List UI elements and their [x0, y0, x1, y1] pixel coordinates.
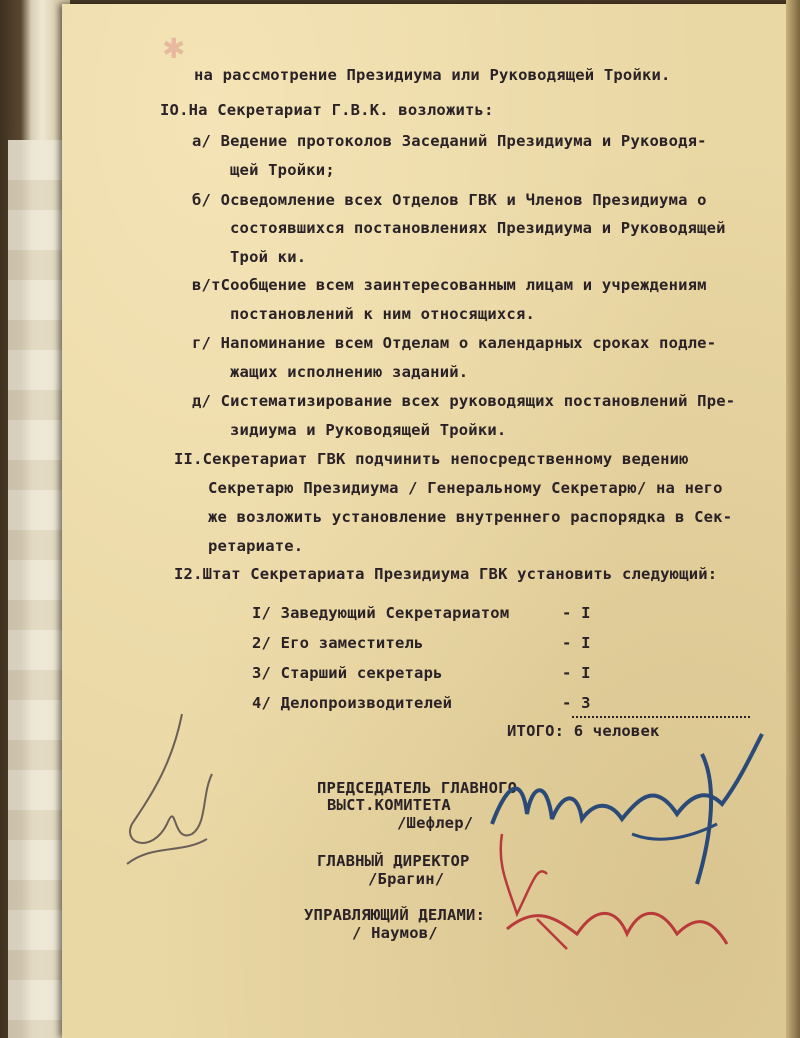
document-page: [62, 4, 800, 1038]
item-b-cont: Трой ки.: [230, 248, 307, 266]
staff-count: - I: [562, 604, 591, 622]
section-12-heading: I2.Штат Секретариата Президиума ГВК установить следующий:: [174, 565, 718, 583]
item-v: в/тСообщение всем заинтересованным лицам и учреждениям: [192, 276, 707, 294]
torn-paper-strip: [8, 140, 68, 1038]
item-b: б/ Осведомление всех Отделов ГВК и Членов Президиума о: [192, 191, 707, 209]
left-pencil-signature: [112, 704, 232, 894]
text-line: на рассмотрение Президиума или Руководящей Тройки.: [194, 66, 671, 84]
total-divider: [572, 716, 750, 718]
staff-count: - 3: [562, 694, 591, 712]
signatory-title: ПРЕДСЕДАТЕЛЬ ГЛАВНОГО: [317, 779, 518, 797]
section-11-cont: Секретарю Президиума / Генеральному Секретарю/ на него: [208, 479, 723, 497]
section-11-cont: же возложить установление внутреннего распорядка в Сек-: [208, 508, 733, 526]
total-line: ИТОГО: 6 человек: [507, 722, 660, 740]
staff-label: I/ Заведующий Секретариатом: [252, 604, 510, 622]
section-11-heading: II.Секретариат ГВК подчинить непосредственному ведению: [174, 450, 689, 468]
signatory-name: /Шефлер/: [397, 814, 474, 832]
page-edge: [786, 0, 800, 1038]
signatory-name: /Брагин/: [368, 870, 445, 888]
item-d-cont: зидиума и Руководящей Тройки.: [230, 421, 507, 439]
signatory-name: / Наумов/: [352, 924, 438, 942]
item-a: а/ Ведение протоколов Заседаний Президиума и Руководя-: [192, 132, 707, 150]
item-b-cont: состоявшихся постановлениях Президиума и Руководящей: [230, 219, 726, 237]
staff-count: - I: [562, 664, 591, 682]
item-g-cont: жащих исполнению заданий.: [230, 363, 469, 381]
staff-count: - I: [562, 634, 591, 652]
signatory-title: ГЛАВНЫЙ ДИРЕКТОР: [317, 852, 470, 870]
item-v-cont: постановлений к ним относящихся.: [230, 305, 536, 323]
item-a-cont: щей Тройки;: [230, 161, 335, 179]
signatory-title: ВЫСТ.КОМИТЕТА: [327, 796, 451, 814]
item-g: г/ Напоминание всем Отделам о календарных сроках подле-: [192, 334, 717, 352]
faded-stamp-icon: ✱: [162, 32, 186, 65]
section-11-cont: ретариате.: [208, 537, 304, 555]
staff-label: 4/ Делопроизводителей: [252, 694, 453, 712]
section-10-heading: IO.На Секретариат Г.В.К. возложить:: [160, 101, 494, 119]
staff-label: 3/ Старший секретарь: [252, 664, 443, 682]
staff-label: 2/ Его заместитель: [252, 634, 424, 652]
signatory-title: УПРАВЛЯЮЩИЙ ДЕЛАМИ:: [304, 906, 486, 924]
item-d: д/ Систематизирование всех руководящих постановлений Пре-: [192, 392, 736, 410]
red-ink-signature: [477, 824, 737, 964]
